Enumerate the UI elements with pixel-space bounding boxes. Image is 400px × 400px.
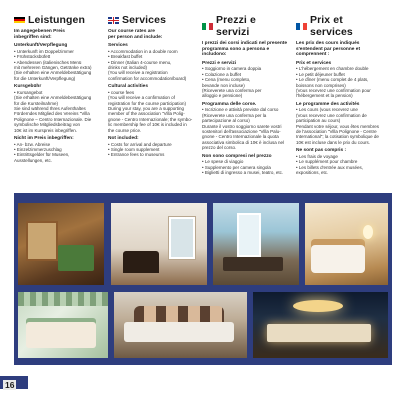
list-item: lic membership fee of 10€ is included in [108,122,187,128]
list-item: expositions, etc. [296,170,329,176]
section-heading: Programma delle corse. [202,101,257,107]
list-item: (You will receive a confirmation of [108,95,175,101]
column-title: Prix et services [310,14,353,38]
list-item: • Le petit déjeuner buffet [296,71,345,77]
column-title: Prezzi e servizi [216,14,256,38]
column-header [14,14,104,26]
list-item: (Sie erhalten eine Anmeldebestätigung [14,95,92,101]
section-heading: Cultural activities [108,84,148,90]
column-subtitle-line: programma sono a persona e includono: [202,46,270,58]
list-item: für die Kursteilnahme) [14,100,59,106]
list-item: 10€ ist im Kurspreis inbegriffen. [14,127,77,133]
list-item: (Riceverete una conferma per [202,88,262,93]
list-item: prezzo del corso. [202,145,237,151]
list-item: Pendant votre séjour, vous êtes membres [296,123,380,129]
list-item: mit mehreren Gängen, Getränke extra) [14,65,92,70]
list-item: participation au cours) [296,118,341,124]
column-header [108,14,198,26]
list-item: Sie sind während Ihres Aufenthaltes [14,106,86,112]
column-subtitle-line: inbegriffen sind: [14,34,52,40]
photo-garden-room [18,292,108,358]
list-item: symbolische Mitgliedsbeitrag von [14,122,81,128]
flag-stripe [303,23,307,30]
french-flag-icon [296,23,307,30]
list-item: • course fees [108,89,135,95]
column-english [108,14,202,190]
list-item: member of the association "Villa Polig- [108,111,185,117]
list-item: confirmation for accommodation/board) [108,75,187,81]
list-item: gnone - Centro Internazionale; the symbo- [108,116,193,122]
flag-stripe [14,21,25,23]
list-item: drinks not included) [108,65,148,70]
column-subtitle-line: Im angegebenen Preis [14,29,65,34]
photo-piano-room [111,203,207,285]
list-item: • Accommodation in a double room [108,48,178,54]
list-item: Durante il vostro soggiorno sarete vostri [202,123,282,129]
list-item: • Single room supplement [108,147,160,153]
list-item: • Eintrittsgelder für Museen, [14,152,70,158]
list-item: Polignone – Centro Internazionale. Die [14,116,92,122]
section-heading: Kursgebühr [14,84,42,90]
list-item: associativa simbolica di 10€ è inclusa nel [202,139,285,145]
list-item: • Les frais de voyage [296,153,338,159]
photo-collage [14,193,392,365]
list-item: boissons non comprises) [296,82,346,88]
list-item: • Costs for arrival and departure [108,141,172,147]
list-item: • L'hébergement en chambre double [296,66,369,72]
list-item: (Vous recevrez une confirmation de [296,112,367,118]
list-item: • Cena (menu completo, [202,77,251,83]
info-columns [14,14,390,190]
photo-bedroom [305,203,388,285]
list-item: • Le dîner (menu complet de 4 plats, [296,77,369,83]
list-item: the course price. [108,127,142,133]
list-item: 10€ est incluse dans le prix du cours. [296,139,371,145]
list-item: (Riceverete una conferma per la [202,112,267,118]
flag-stripe [209,23,213,30]
list-item: sostenitori dell'associazione "Villa Palu- [202,129,281,135]
column-subtitle-line: comprennent : [296,52,330,58]
list-item: • Iscrizione e attività previste dal corso [202,107,279,113]
list-item: • Abendessen (italienisches Menü [14,59,82,65]
list-item: • Dinner (Italian 4-course menu, [108,59,172,65]
list-item: partecipazione al corso) [202,118,250,124]
list-item: • Colazione a buffet [202,71,242,77]
column-header [296,14,386,38]
list-item: • Unterkunft im Doppelzimmer [14,48,74,54]
list-item: • Kursangebot [14,89,43,95]
column-subtitle-line: s'entendent par personne et [296,46,361,52]
list-item: During your stay, you are a supporting [108,106,184,112]
list-item: International"; la cotisation symbolique de [296,134,379,140]
list-item: registration for the course participation) [108,100,187,106]
list-item: • Le supplément pour chambre [296,159,358,165]
section-heading: Not included: [108,136,139,142]
list-item: (You will receive a registration [108,70,168,76]
list-item: alloggio e pensione) [202,93,243,99]
section-heading: Prix et services [296,60,332,66]
page-number: 16 [5,380,15,390]
list-item: Ausstellungen, etc. [14,157,53,163]
list-item: • Frühstücksbüfett [14,54,51,60]
photo-night-terrace [253,292,388,358]
column-german [14,14,108,190]
list-item: • Breakfast buffet [108,54,143,60]
list-item: • Les billets d'entrée aux musées, [296,164,363,170]
list-item: • Entrance fees to museums [108,152,165,158]
flag-cross [112,17,115,24]
list-item: (Vous recevrez une confirmation pour [296,88,371,93]
list-item: de l'association "Villa Polignone - Centre [296,129,377,135]
section-heading: Non sono compresi nel prezzo [202,153,272,159]
column-title: Leistungen [28,14,86,26]
photo-room-interior [18,203,104,285]
list-item: • Biglietti di ingresso a musei, teatro, etc. [202,170,284,176]
column-header [202,14,292,38]
list-item: • An- bzw. Abreise [14,141,51,147]
section-heading: Le programme des activités [296,101,360,107]
list-item: • Soggiorno in camera doppia [202,66,262,72]
column-subtitle-line: Our course rates are [108,29,155,34]
column-french [296,14,390,190]
section-heading: Unterkunft/Verpflegung [14,43,68,49]
section-heading: Prezzi e servizi [202,60,237,66]
uk-flag-icon [108,17,119,24]
list-item: gnone - Centro Internazionale la quota [202,134,279,140]
section-heading: Services [108,43,128,49]
german-flag-icon [14,17,25,24]
list-item: • Supplemento per camera singola [202,164,271,170]
list-item: l'hébergement et la pension) [296,93,353,99]
list-item: (Sie erhalten eine Anmeldebestätigung [14,70,92,76]
list-item: • Les cours (vous recevrez une [296,107,358,113]
list-item: • Einzelzimmerzuschlag [14,147,62,153]
italian-flag-icon [202,23,213,30]
list-item: bevande non incluse) [202,82,245,88]
list-item: Förderndes Mitglied des Vereins "Villa [14,111,90,117]
section-heading: Nicht im Preis inbegriffen: [14,136,74,142]
column-subtitle-line: per person and include: [108,34,163,40]
column-subtitle-line: I prezzi dei corsi indicati nel presente [202,41,288,46]
list-item: für die Unterkunft/Verpflegung) [14,75,76,81]
column-italian [202,14,296,190]
column-subtitle-line: Les prix des cours indiqués [296,41,360,46]
section-heading: Ne sont pas compris : [296,148,347,154]
list-item: • Le spese di viaggio [202,159,244,165]
column-title: Services [122,14,167,26]
photo-dining-hall [213,203,299,285]
photo-group-dinner [114,292,247,358]
